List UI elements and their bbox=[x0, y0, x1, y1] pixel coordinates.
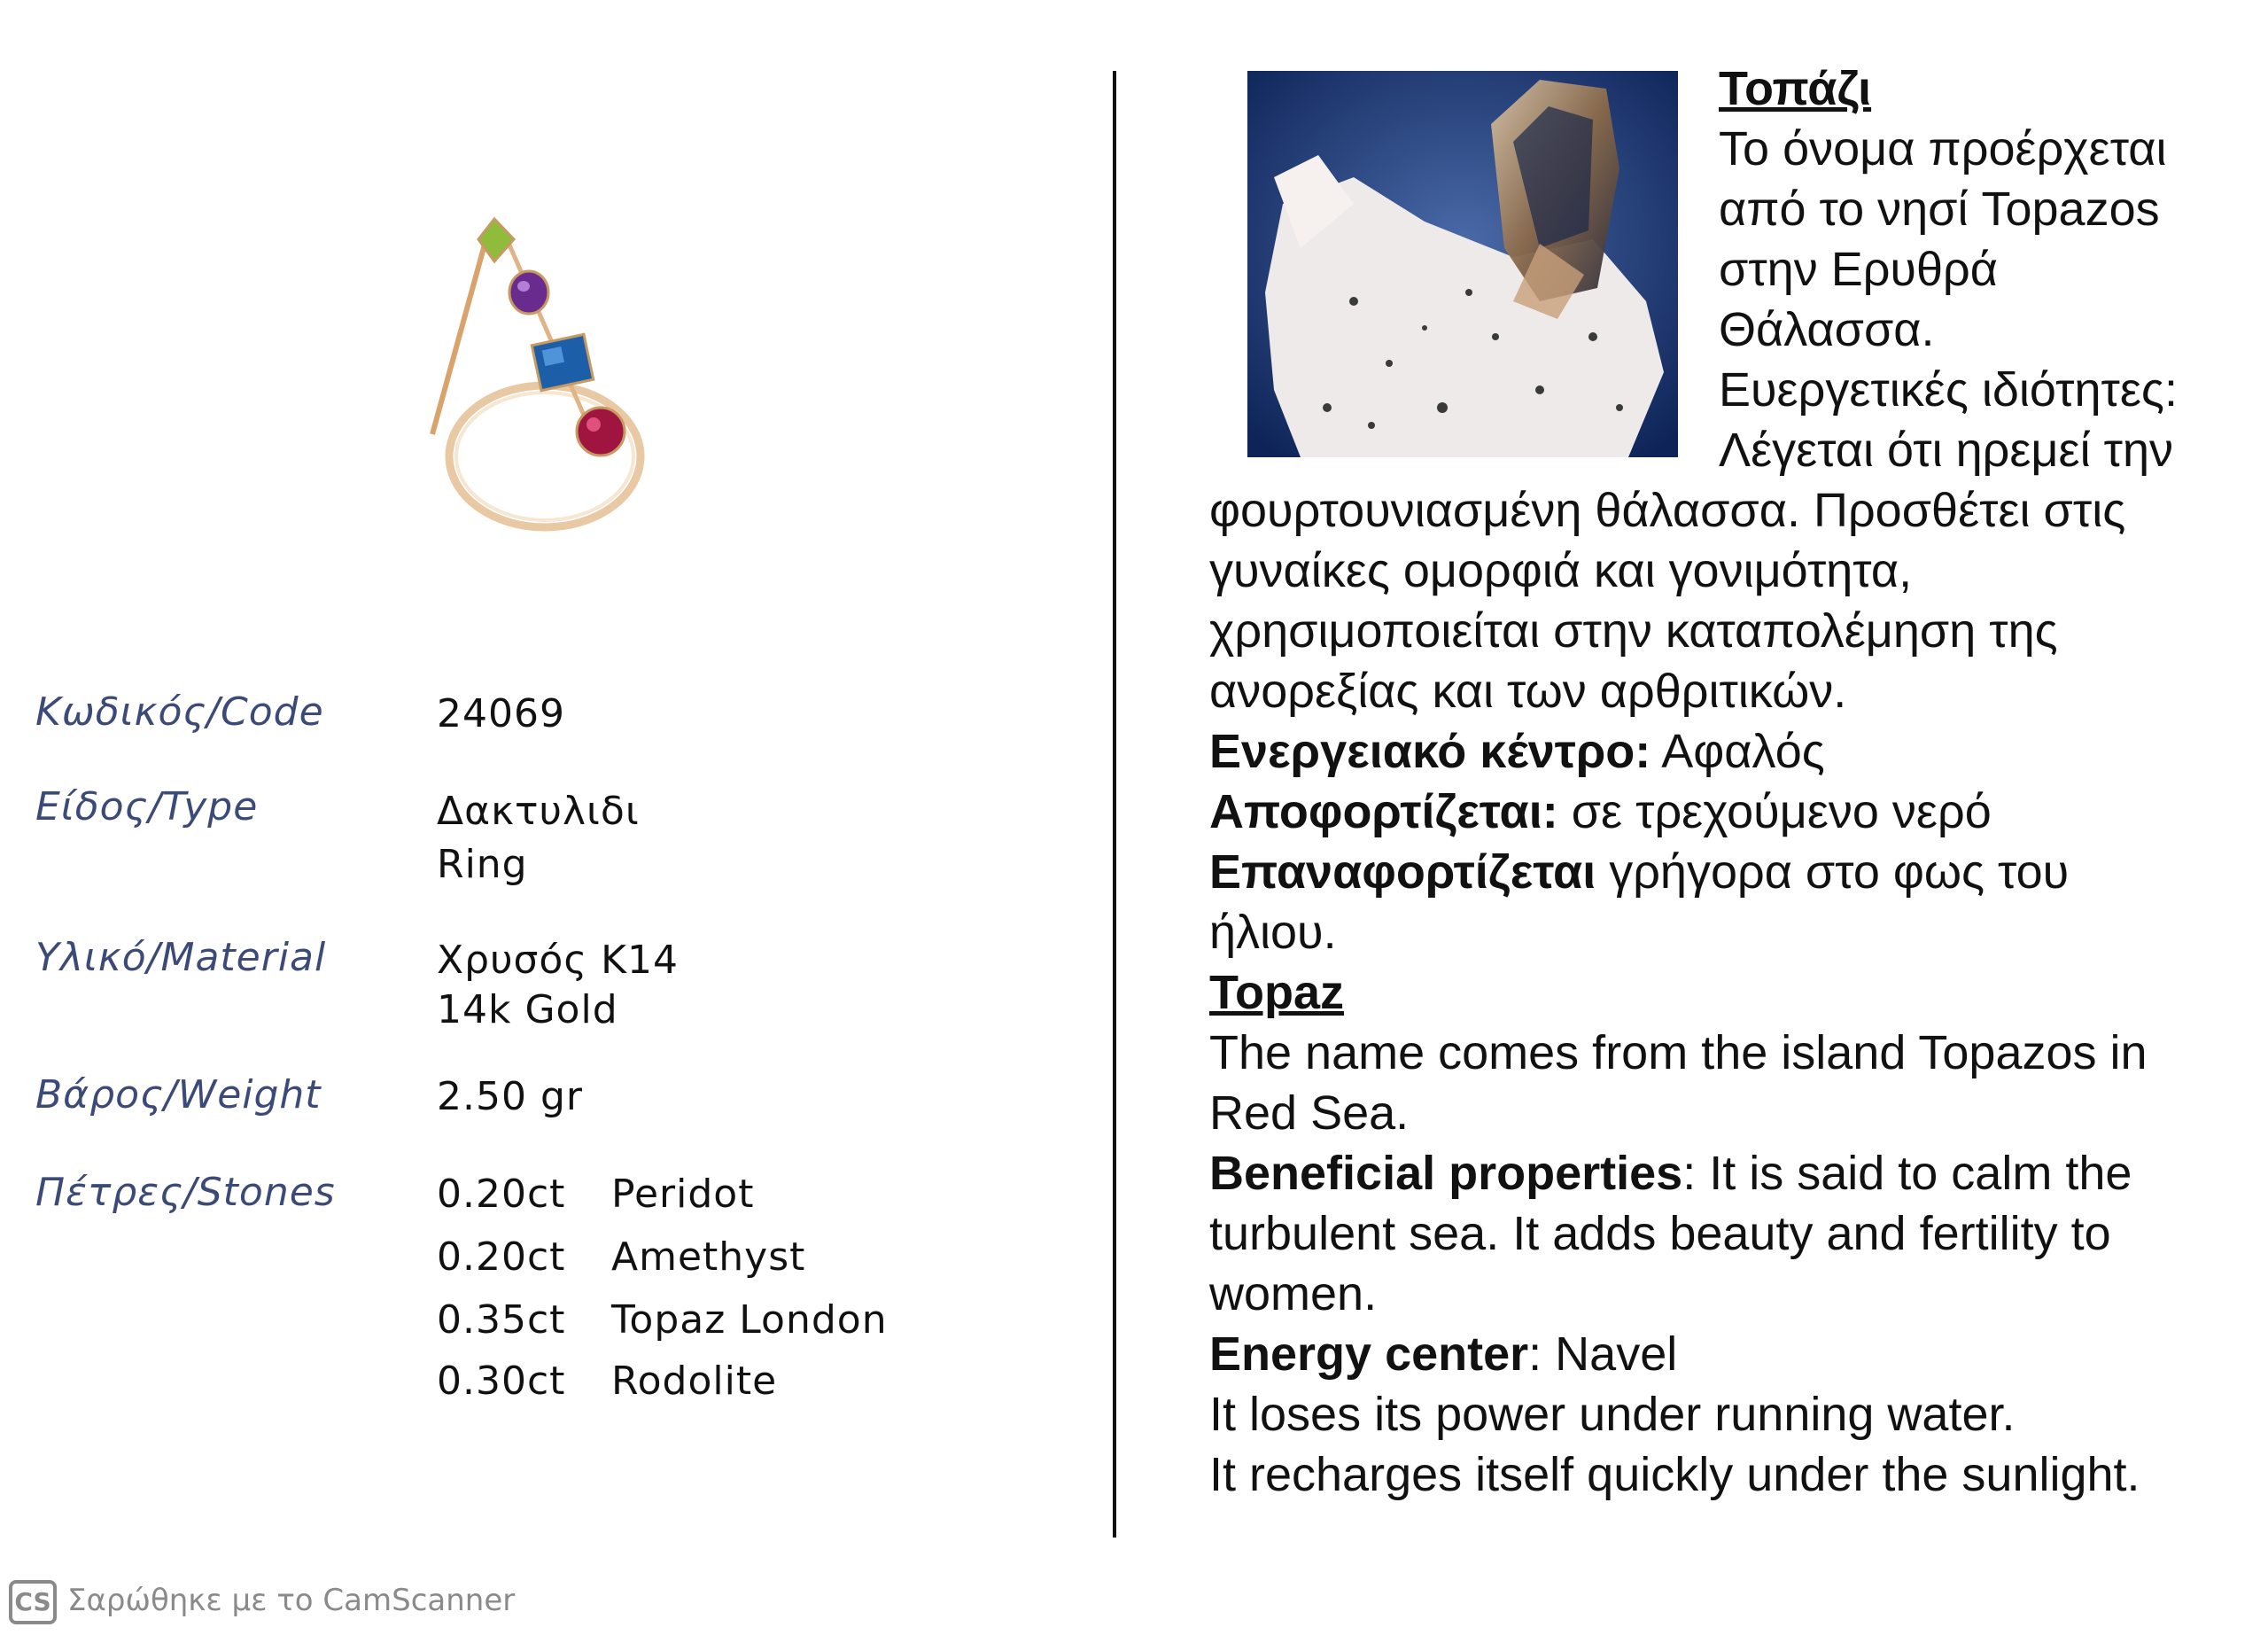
recharge-value: γρήγορα στο φως του bbox=[1596, 845, 2070, 899]
energy-center-value: : Navel bbox=[1528, 1327, 1678, 1381]
energy-center-label: Ενεργειακό κέντρο: bbox=[1209, 725, 1651, 778]
topaz-en-loses: It loses its power under running water. bbox=[1209, 1388, 2016, 1441]
topaz-gr-intro-line: στην Ερυθρά bbox=[1719, 243, 1998, 296]
stone-row bbox=[437, 1234, 805, 1280]
stones-label: Πέτρες/Stones bbox=[35, 1170, 336, 1215]
code-value: 24069 bbox=[437, 691, 565, 736]
column-divider bbox=[1113, 71, 1116, 1538]
stone-row bbox=[437, 1359, 777, 1404]
code-label: Κωδικός/Code bbox=[35, 689, 324, 735]
benefits-label: Beneficial properties bbox=[1209, 1147, 1683, 1200]
material-value-en: 14k Gold bbox=[437, 987, 618, 1032]
topaz-gr-recharge bbox=[1209, 842, 2069, 902]
material-value-gr: Χρυσός Κ14 bbox=[437, 938, 679, 983]
topaz-en-recharges: It recharges itself quickly under the sunlight. bbox=[1209, 1448, 2140, 1501]
topaz-gr-recharge-cont: ήλιου. bbox=[1209, 906, 1337, 959]
topaz-gr-benefits-line: Λέγεται ότι ηρεμεί την bbox=[1719, 424, 2173, 477]
stone-name: Topaz London bbox=[611, 1297, 888, 1343]
topaz-gr-intro-line: Το όνομα προέρχεται bbox=[1719, 122, 2167, 175]
stone-name: Peridot bbox=[611, 1172, 755, 1217]
topaz-gr-benefits-line: ανορεξίας και των αρθριτικών. bbox=[1209, 665, 1847, 718]
topaz-gr-benefits-line: Ευεργετικές ιδιότητες: bbox=[1719, 363, 2178, 417]
topaz-en-intro-line: The name comes from the island Topazos in bbox=[1209, 1026, 2148, 1079]
energy-center-value: Αφαλός bbox=[1651, 725, 1825, 778]
type-label: Είδος/Type bbox=[35, 784, 259, 829]
stone-carat: 0.20ct bbox=[437, 1234, 566, 1280]
topaz-en-title: Topaz bbox=[1209, 966, 1344, 1019]
stone-carat: 0.20ct bbox=[437, 1172, 566, 1217]
recharge-label: Επαναφορτίζεται bbox=[1209, 845, 1596, 899]
stone-carat: 0.35ct bbox=[437, 1297, 566, 1343]
topaz-en-benefits-line: women. bbox=[1209, 1267, 1378, 1320]
topaz-crystal-photo bbox=[1247, 71, 1678, 457]
topaz-gr-title: Τοπάζι bbox=[1719, 62, 1872, 115]
topaz-en-benefits bbox=[1209, 1143, 2132, 1203]
discharge-label: Αποφορτίζεται: bbox=[1209, 785, 1558, 838]
ring-photo bbox=[416, 199, 682, 554]
topaz-gr-benefits-line: γυναίκες ομορφιά και γονιμότητα, bbox=[1209, 544, 1913, 597]
camscanner-logo: CS bbox=[9, 1580, 57, 1624]
weight-label: Βάρος/Weight bbox=[35, 1072, 322, 1117]
type-value-en: Ring bbox=[437, 842, 528, 887]
topaz-gr-benefits-line: φουρτουνιασμένη θάλασσα. Προσθέτει στις bbox=[1209, 484, 2126, 537]
benefits-value: : It is said to calm the bbox=[1682, 1147, 2132, 1200]
stone-name: Rodolite bbox=[611, 1359, 778, 1404]
topaz-gr-energy-center bbox=[1209, 721, 1825, 782]
energy-center-label: Energy center bbox=[1209, 1327, 1529, 1381]
topaz-gr-benefits-line: χρησιμοποιείται στην καταπολέμηση της bbox=[1209, 604, 2058, 658]
stone-row bbox=[437, 1172, 754, 1217]
stone-carat: 0.30ct bbox=[437, 1359, 566, 1404]
weight-value: 2.50 gr bbox=[437, 1074, 583, 1119]
type-value-gr: Δακτυλιδι bbox=[437, 789, 640, 834]
topaz-en-energy-center bbox=[1209, 1324, 1677, 1384]
topaz-en-benefits-line: turbulent sea. It adds beauty and fertility to bbox=[1209, 1207, 2111, 1260]
stone-name: Amethyst bbox=[611, 1234, 806, 1280]
topaz-gr-intro-line: από το νησί Topazos bbox=[1719, 183, 2160, 236]
topaz-gr-discharge bbox=[1209, 782, 1992, 842]
material-label: Υλικό/Material bbox=[35, 935, 327, 980]
camscanner-watermark: Σαρώθηκε με το CamScanner bbox=[67, 1583, 516, 1618]
stone-row bbox=[437, 1297, 888, 1343]
topaz-en-intro-line: Red Sea. bbox=[1209, 1086, 1410, 1140]
topaz-gr-intro-line: Θάλασσα. bbox=[1719, 303, 1935, 356]
discharge-value: σε τρεχούμενο νερό bbox=[1557, 785, 1992, 838]
